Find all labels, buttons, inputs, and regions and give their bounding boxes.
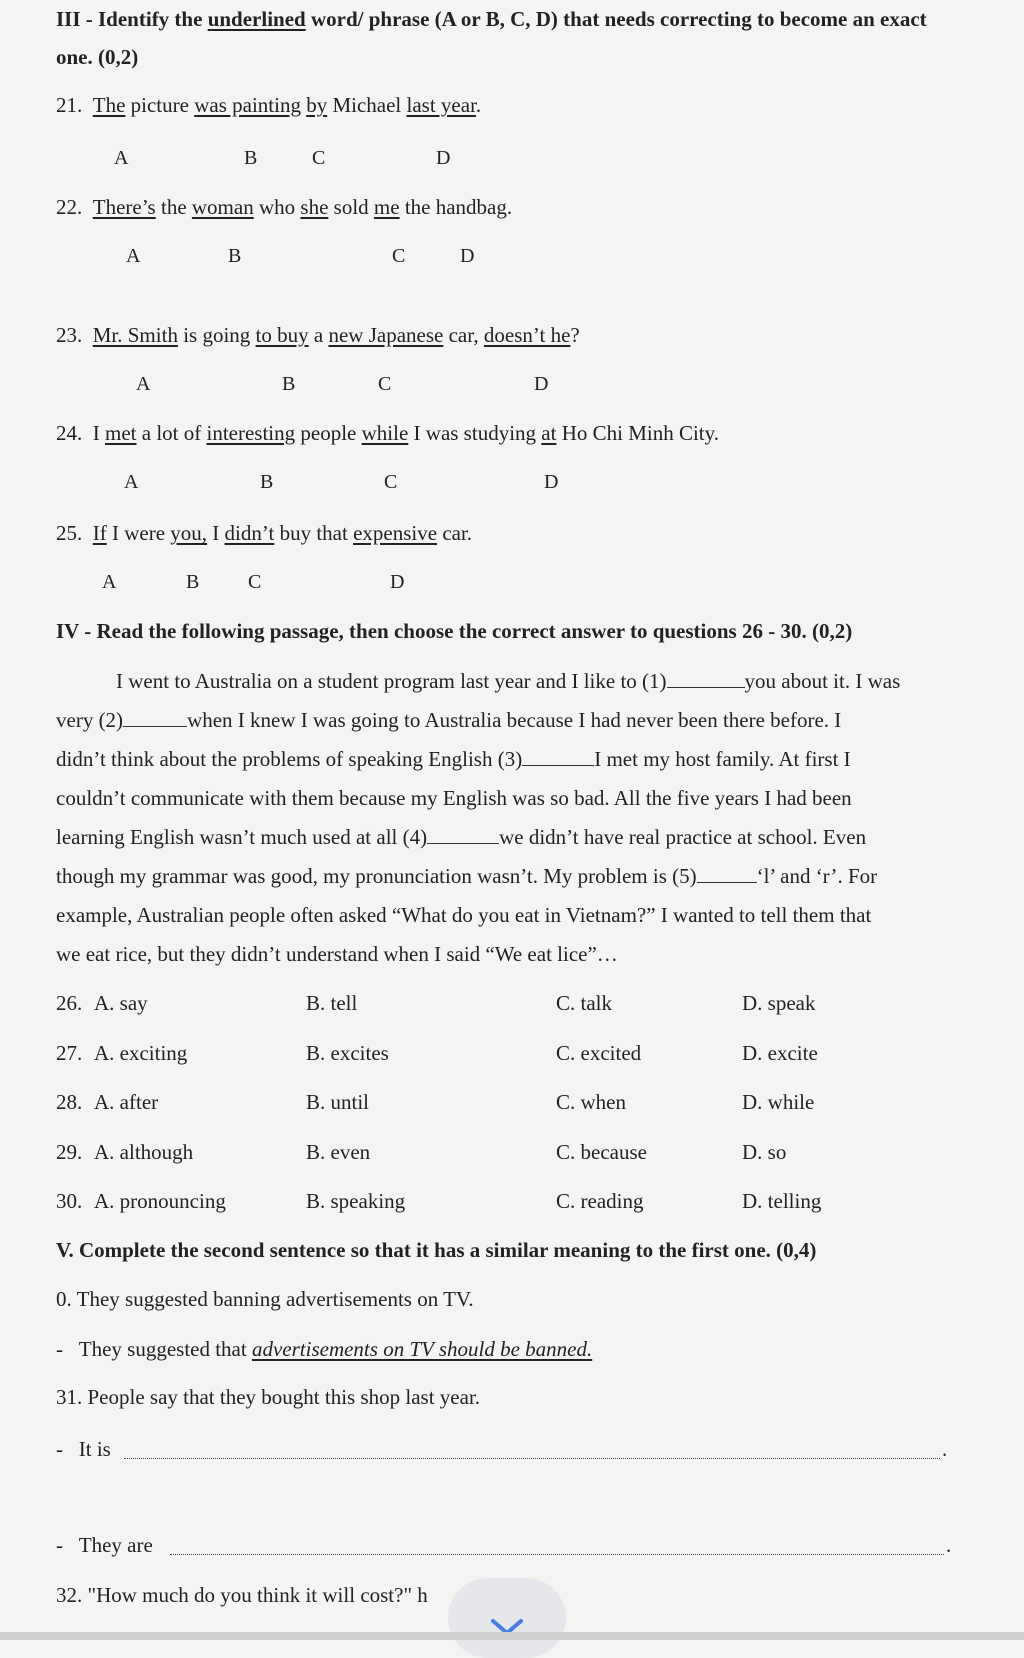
option-c: C. when <box>556 1090 626 1114</box>
question-31: 31. People say that they bought this shop last year. <box>56 1385 481 1409</box>
q21-letter-a: A <box>114 147 129 169</box>
option-d: D. speak <box>742 991 816 1015</box>
option-num: 28. <box>56 1090 83 1114</box>
passage-line-4: couldn’t communicate with them because my English was so bad. All the five years I had been <box>56 786 852 810</box>
option-b: B. tell <box>306 991 358 1015</box>
option-a: A. after <box>94 1090 159 1114</box>
question-0: 0. They suggested banning advertisements on TV. <box>56 1287 474 1311</box>
answer-line-a[interactable] <box>124 1458 940 1459</box>
q21-letter-b: B <box>244 147 258 169</box>
option-num: 29. <box>56 1140 83 1164</box>
blank-2 <box>123 708 187 727</box>
q24-letter-b: B <box>260 471 274 493</box>
option-a: A. say <box>94 991 148 1015</box>
q23-letter-d: D <box>534 373 549 395</box>
section-3-heading-cont: one. (0,2) <box>56 45 139 69</box>
option-b: B. excites <box>306 1041 389 1065</box>
bottom-bar <box>0 1632 1024 1640</box>
option-c: C. talk <box>556 991 612 1015</box>
blank-1 <box>667 669 745 688</box>
blank-3 <box>522 747 594 766</box>
passage-line-7: example, Australian people often asked “What do you eat in Vietnam?” I wanted to tell them that <box>56 903 872 927</box>
passage-line-5: learning English wasn’t much used at all (4) we didn’t have real practice at school. Even <box>56 825 867 849</box>
option-b: B. speaking <box>306 1189 406 1213</box>
answer-line-b[interactable] <box>170 1554 944 1555</box>
q22-letter-d: D <box>460 245 475 267</box>
option-a: A. although <box>94 1140 194 1164</box>
option-a: A. exciting <box>94 1041 188 1065</box>
period-a: . <box>942 1437 948 1461</box>
question-22: 22. There’s the woman who she sold me the handbag. <box>56 195 513 219</box>
q22-letter-a: A <box>126 245 141 267</box>
question-23: 23. Mr. Smith is going to buy a new Japanese car, doesn’t he? <box>56 323 580 347</box>
option-d: D. excite <box>742 1041 818 1065</box>
option-d: D. telling <box>742 1189 822 1213</box>
period-b: . <box>946 1533 952 1557</box>
option-num: 30. <box>56 1189 83 1213</box>
question-25: 25. If I were you, I didn’t buy that expensive car. <box>56 521 473 545</box>
q21-letter-c: C <box>312 147 326 169</box>
q24-letter-a: A <box>124 471 139 493</box>
q24-letter-c: C <box>384 471 398 493</box>
option-d: D. so <box>742 1140 787 1164</box>
q25-letter-a: A <box>102 571 117 593</box>
blank-4 <box>427 825 499 844</box>
question-31-line-b: - They are <box>56 1533 153 1557</box>
q25-letter-b: B <box>186 571 200 593</box>
option-c: C. excited <box>556 1041 642 1065</box>
passage-line-3: didn’t think about the problems of speaking English (3) I met my host family. At first I <box>56 747 851 771</box>
option-a: A. pronouncing <box>94 1189 226 1213</box>
question-31-line-a: - It is <box>56 1437 111 1461</box>
section-4-heading: IV - Read the following passage, then choose the correct answer to questions 26 - 30. (0,2) <box>56 619 853 643</box>
question-24: 24. I met a lot of interesting people while I was studying at Ho Chi Minh City. <box>56 421 720 445</box>
q23-letter-a: A <box>136 373 151 395</box>
option-num: 27. <box>56 1041 83 1065</box>
passage-line-1: I went to Australia on a student program last year and I like to (1) you about it. I was <box>116 669 901 693</box>
option-b: B. even <box>306 1140 371 1164</box>
q22-letter-c: C <box>392 245 406 267</box>
passage-line-6: though my grammar was good, my pronunciation wasn’t. My problem is (5) ‘l’ and ‘r’. For <box>56 864 878 888</box>
q24-letter-d: D <box>544 471 559 493</box>
option-d: D. while <box>742 1090 815 1114</box>
q25-letter-d: D <box>390 571 405 593</box>
q25-letter-c: C <box>248 571 262 593</box>
blank-5 <box>697 864 757 883</box>
q22-letter-b: B <box>228 245 242 267</box>
option-c: C. because <box>556 1140 647 1164</box>
section-5-heading: V. Complete the second sentence so that it has a similar meaning to the first one. (0,4) <box>56 1238 817 1262</box>
option-b: B. until <box>306 1090 370 1114</box>
passage-line-8: we eat rice, but they didn’t understand when I said “We eat lice”… <box>56 942 618 966</box>
section-3-heading: III - Identify the underlined word/ phrase (A or B, C, D) that needs correcting to become an exact <box>56 7 927 31</box>
question-32: 32. "How much do you think it will cost?" h <box>56 1583 428 1607</box>
q23-letter-b: B <box>282 373 296 395</box>
question-0-answer: - They suggested that advertisements on TV should be banned. <box>56 1337 593 1361</box>
option-c: C. reading <box>556 1189 644 1213</box>
option-num: 26. <box>56 991 83 1015</box>
q23-letter-c: C <box>378 373 392 395</box>
question-21: 21. The picture was painting by Michael last year. <box>56 93 482 117</box>
passage-line-2: very (2) when I knew I was going to Australia because I had never been there before. I <box>56 708 842 732</box>
q21-letter-d: D <box>436 147 451 169</box>
